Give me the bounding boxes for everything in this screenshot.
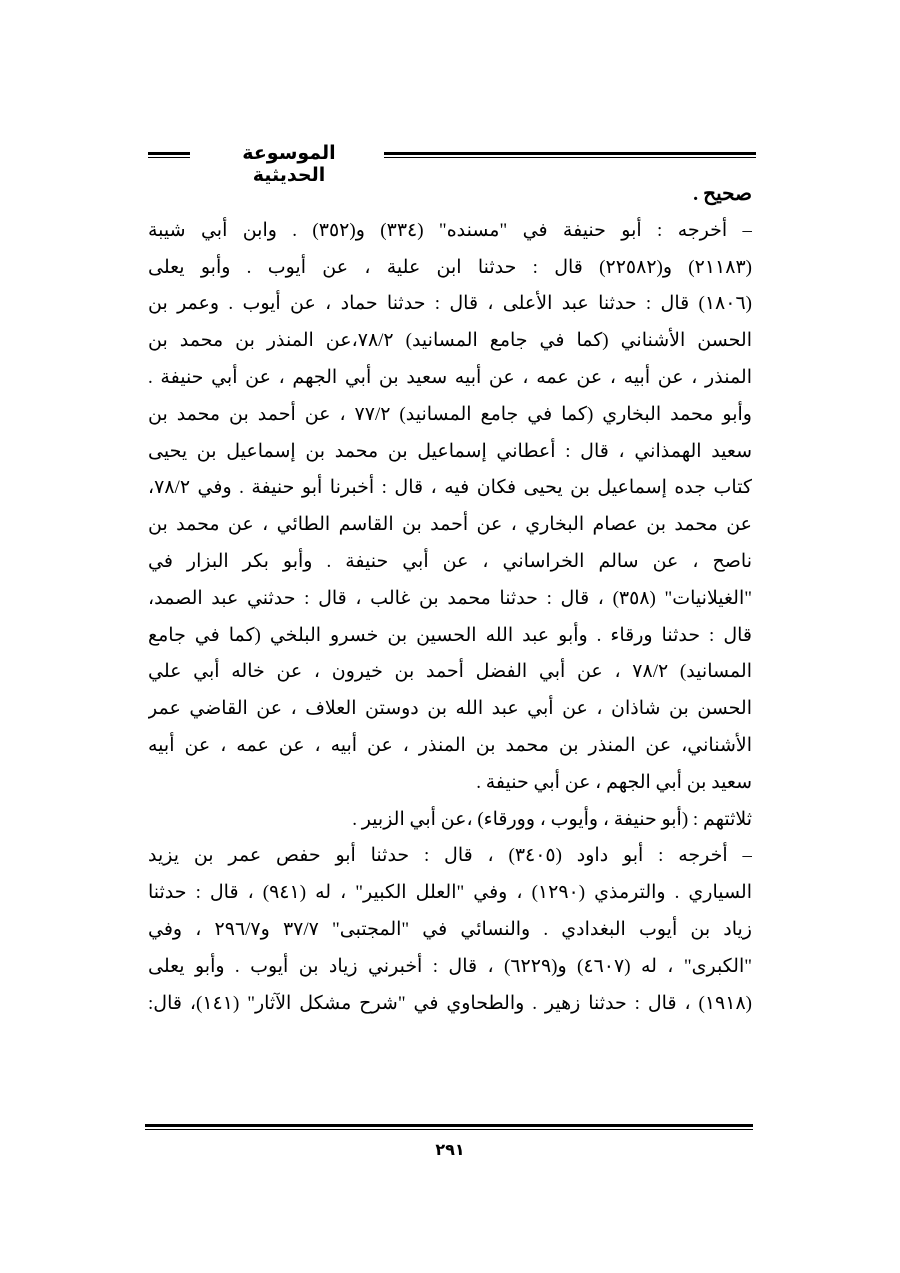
text-line: كتاب جده إسماعيل بن يحيى فكان فيه ، قال : أخبرنا أبو حنيفة . وفي ٧٨/٢، (148, 477, 752, 499)
text-line: المسانيد) ٧٨/٢ ، عن أبي الفضل أحمد بن خيرون ، عن خاله أبي علي (148, 661, 752, 683)
text-line: المنذر ، عن أبيه ، عن عمه ، عن أبيه سعيد بن أبي الجهم ، عن أبي حنيفة . (148, 366, 752, 388)
text-line: سعيد بن أبي الجهم ، عن أبي حنيفة . (476, 771, 752, 793)
text-line: (٢١١٨٣) و(٢٢٥٨٢) قال : حدثنا ابن علية ، عن أيوب . وأبو يعلى (148, 256, 752, 278)
grading-text: صحيح . (693, 183, 752, 205)
text-line: – أخرجه : أبو حنيفة في "مسنده" (٣٣٤) و(٣٥٢) . وابن أبي شيبة (148, 219, 752, 241)
body-text (148, 176, 752, 1022)
text-line: (١٩١٨) ، قال : حدثنا زهير . والطحاوي في "شرح مشكل الآثار" (١٤١)، قال: (148, 992, 752, 1014)
text-line: الحسن الأشناني (كما في جامع المسانيد) ٧٨/٢،عن المنذر بن محمد بن (148, 330, 752, 352)
header-rule-right (384, 152, 756, 158)
footer-rule (145, 1124, 753, 1130)
text-line: زياد بن أيوب البغدادي . والنسائي في "المجتبى" ٣٧/٧ و٢٩٦/٧ ، وفي (148, 918, 752, 940)
text-line: "الكبرى" ، له (٤٦٠٧) و(٦٢٢٩) ، قال : أخبرني زياد بن أيوب . وأبو يعلى (148, 955, 752, 977)
text-line: ناصح ، عن سالم الخراساني ، عن أبي حنيفة . وأبو بكر البزار في (148, 550, 752, 572)
text-line: (١٨٠٦) قال : حدثنا عبد الأعلى ، قال : حدثنا حماد ، عن أيوب . وعمر بن (148, 293, 752, 315)
text-line: السياري . والترمذي (١٢٩٠) ، وفي "العلل الكبير" ، له (٩٤١) ، قال : حدثنا (148, 882, 752, 904)
header-title: الموسوعة الحديثية (242, 142, 336, 186)
text-line: الحسن بن شاذان ، عن أبي عبد الله بن دوستن العلاف ، عن القاضي عمر (148, 698, 752, 720)
running-header (148, 140, 756, 186)
text-line: ثلاثتهم : (أبو حنيفة ، وأيوب ، وورقاء) ،عن أبي الزبير . (352, 808, 752, 830)
text-line: سعيد الهمذاني ، قال : أعطاني إسماعيل بن محمد بن إسماعيل بن يحيى (148, 440, 752, 462)
text-line: "الغيلانيات" (٣٥٨) ، قال : حدثنا محمد بن غالب ، قال : حدثني عبد الصمد، (148, 587, 752, 609)
header-rule-left (148, 152, 190, 158)
text-line: الأشناني، عن المنذر بن محمد بن المنذر ، عن أبيه ، عن عمه ، عن أبيه (148, 734, 752, 756)
text-line: عن محمد بن عصام البخاري ، عن أحمد بن القاسم الطائي ، عن محمد بن (148, 514, 752, 536)
text-line: وأبو محمد البخاري (كما في جامع المسانيد) ٧٧/٢ ، عن أحمد بن محمد بن (148, 403, 752, 425)
page-number: ٢٩١ (435, 1140, 465, 1159)
text-line: قال : حدثنا ورقاء . وأبو عبد الله الحسين بن خسرو البلخي (كما في جامع (148, 624, 752, 646)
text-line: – أخرجه : أبو داود (٣٤٠٥) ، قال : حدثنا أبو حفص عمر بن يزيد (148, 845, 752, 867)
